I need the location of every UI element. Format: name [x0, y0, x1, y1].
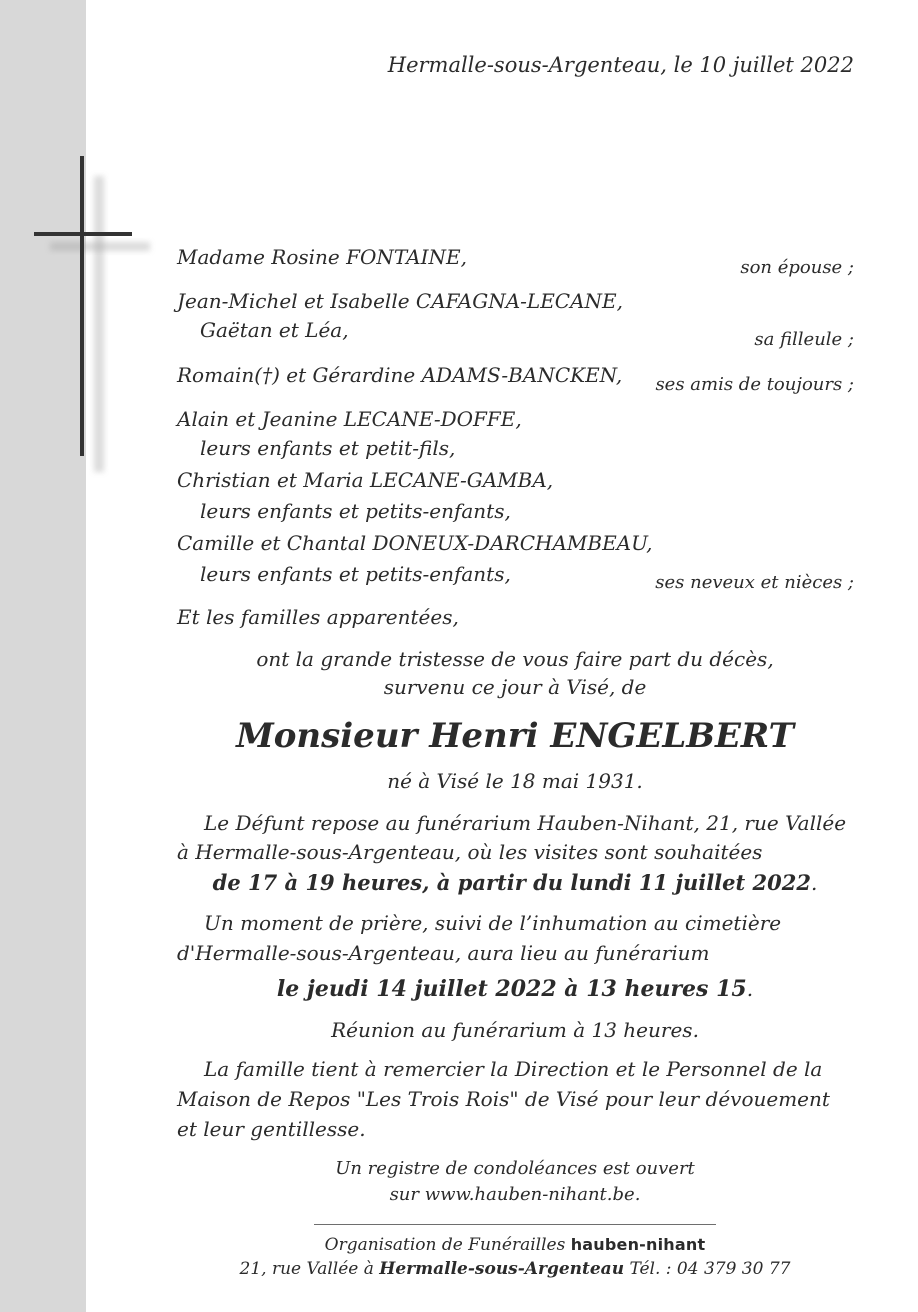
footer-address-town: Hermalle-sous-Argenteau	[379, 1259, 625, 1279]
visitation-line: Le Défunt repose au funérarium Hauben-Nihant, 21, rue Vallée	[204, 811, 847, 835]
footer-address-prefix: 21, rue Vallée à	[239, 1259, 374, 1279]
relation-goddaughter: sa filleule ;	[754, 329, 854, 350]
family-line: leurs enfants et petit-fils,	[200, 436, 456, 460]
deceased-name: Monsieur Henri ENGELBERT	[236, 716, 794, 756]
ceremony-datetime-text: le jeudi 14 juillet 2022 à 13 heures 15	[276, 976, 747, 1002]
relation-friends: ses amis de toujours ;	[655, 374, 854, 395]
birth-info: né à Visé le 18 mai 1931.	[387, 769, 643, 793]
thanks-line: La famille tient à remercier la Direction et le Personnel de la	[204, 1057, 823, 1081]
visitation-hours-text: de 17 à 19 heures, à partir du lundi 11 juillet 2022	[212, 870, 811, 895]
relation-nephews: ses neveux et nièces ;	[655, 572, 854, 593]
ceremony-line: Un moment de prière, suivi de l’inhumation au cimetière	[204, 911, 782, 935]
ceremony-datetime-end: .	[746, 977, 754, 1001]
announcement-line: survenu ce jour à Visé, de	[383, 675, 647, 699]
footer-phone: Tél. : 04 379 30 77	[629, 1259, 791, 1279]
footer-org-prefix: Organisation de Funérailles	[324, 1235, 566, 1255]
brand-logo: hauben-nihant	[570, 1235, 706, 1254]
family-line: Romain(†) et Gérardine ADAMS-BANCKEN,	[177, 363, 623, 387]
registry-line: Un registre de condoléances est ouvert	[335, 1158, 695, 1179]
place-date: Hermalle-sous-Argenteau, le 10 juillet 2022	[387, 53, 854, 77]
visitation-hours-end: .	[810, 871, 818, 895]
meeting-info: Réunion au funérarium à 13 heures.	[331, 1018, 699, 1042]
relation-spouse: son épouse ;	[740, 257, 854, 278]
ceremony-line: d'Hermalle-sous-Argenteau, aura lieu au funérarium	[177, 941, 710, 965]
ceremony-datetime	[0, 976, 918, 1002]
family-line: leurs enfants et petits-enfants,	[200, 499, 511, 523]
family-line: Alain et Jeanine LECANE-DOFFE,	[177, 407, 522, 431]
family-line: Christian et Maria LECANE-GAMBA,	[177, 468, 554, 492]
family-line: Gaëtan et Léa,	[200, 318, 349, 342]
family-line: Jean-Michel et Isabelle CAFAGNA-LECANE,	[177, 289, 623, 313]
visitation-hours	[0, 870, 918, 896]
family-line: Et les familles apparentées,	[177, 605, 459, 629]
family-line: Madame Rosine FONTAINE,	[177, 245, 467, 269]
footer-divider	[314, 1224, 716, 1225]
visitation-line: à Hermalle-sous-Argenteau, où les visites sont souhaitées	[177, 840, 763, 864]
cross-icon	[30, 152, 160, 482]
family-line: leurs enfants et petits-enfants,	[200, 562, 511, 586]
thanks-line: Maison de Repos "Les Trois Rois" de Visé pour leur dévouement	[177, 1087, 830, 1111]
thanks-line: et leur gentillesse.	[177, 1117, 366, 1141]
footer-organisation	[0, 1234, 918, 1256]
registry-line: sur www.hauben-nihant.be.	[389, 1184, 641, 1205]
announcement-line: ont la grande tristesse de vous faire part du décès,	[256, 647, 774, 671]
family-line: Camille et Chantal DONEUX-DARCHAMBEAU,	[177, 531, 653, 555]
footer-address	[0, 1258, 918, 1280]
